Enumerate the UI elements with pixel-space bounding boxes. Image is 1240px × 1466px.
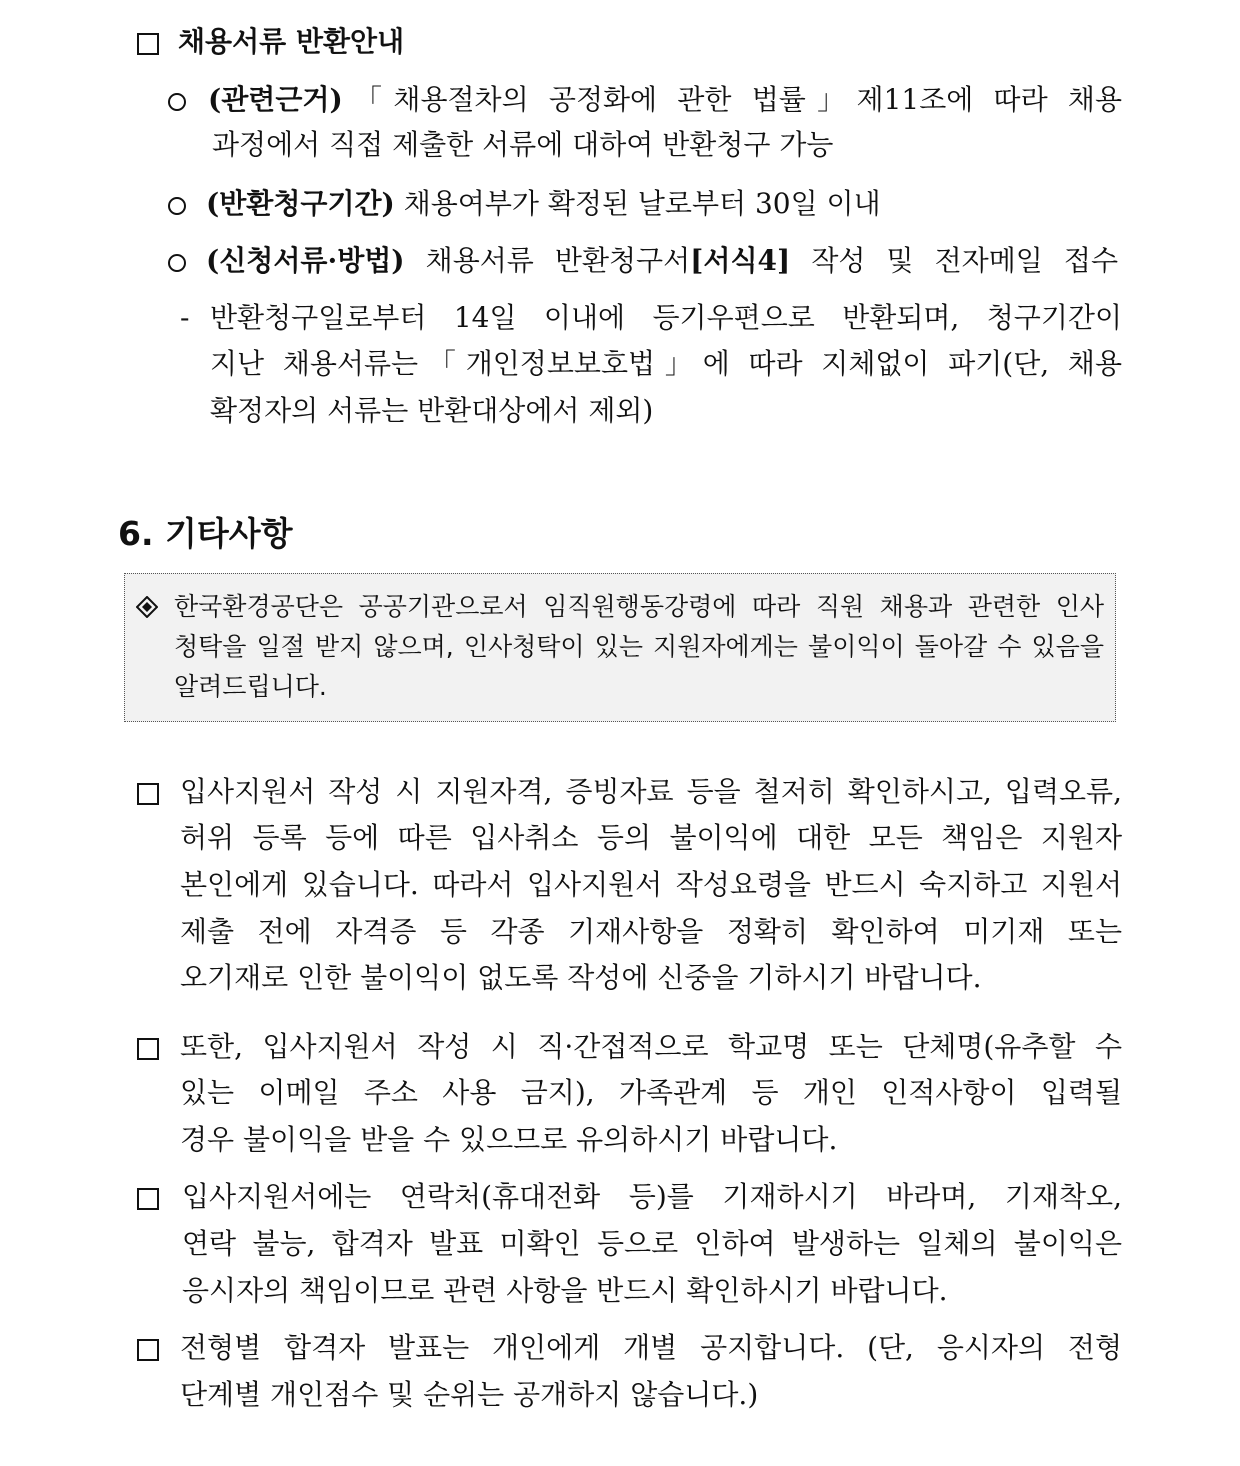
notice-line-2: 청탁을 일절 받지 않으며, 인사청탁이 있는 지원자에게는 불이익이 돌아갈 수 있음을 bbox=[174, 632, 1104, 661]
section-title: 6. 기타사항 bbox=[118, 514, 293, 553]
dash-marker: - bbox=[180, 301, 190, 334]
item-2-line-2: 있는 이메일 주소 사용 금지), 가족관계 등 개인 인적사항이 입력될 bbox=[180, 1076, 1122, 1109]
item-2-line-3: 경우 불이익을 받을 수 있으므로 유의하시기 바랍니다. bbox=[180, 1123, 838, 1156]
return-heading: 채용서류 반환안내 bbox=[178, 25, 405, 58]
notice-line-1: 한국환경공단은 공공기관으로서 임직원행동강령에 따라 직원 채용과 관련한 인사 bbox=[174, 592, 1104, 621]
circle-bullet-icon bbox=[168, 93, 186, 111]
basis-line-2: 과정에서 직접 제출한 서류에 대하여 반환청구 가능 bbox=[212, 128, 834, 161]
item-3-line-1: 입사지원서에는 연락처(휴대전화 등)를 기재하시기 바라며, 기재착오, bbox=[182, 1180, 1122, 1213]
checkbox-square-icon bbox=[137, 783, 159, 805]
item-2-line-1: 또한, 입사지원서 작성 시 직·간접적으로 학교명 또는 단체명(유추할 수 bbox=[180, 1030, 1122, 1063]
item-4-line-2: 단계별 개인점수 및 순위는 공개하지 않습니다.) bbox=[180, 1378, 759, 1411]
note-line-2: 지난 채용서류는「개인정보보호법」에 따라 지체없이 파기(단, 채용 bbox=[210, 347, 1122, 380]
note-line-1: 반환청구일로부터 14일 이내에 등기우편으로 반환되며, 청구기간이 bbox=[210, 301, 1122, 334]
diamond-bullet-icon bbox=[136, 596, 158, 618]
circle-bullet-icon bbox=[168, 254, 186, 272]
note-line-3: 확정자의 서류는 반환대상에서 제외) bbox=[210, 394, 654, 427]
item-1-line-2: 허위 등록 등에 따른 입사취소 등의 불이익에 대한 모든 책임은 지원자 bbox=[180, 821, 1122, 854]
checkbox-square-icon bbox=[137, 1188, 159, 1210]
basis-line-1: (관련근거)「채용절차의 공정화에 관한 법률」제11조에 따라 채용 bbox=[208, 83, 1122, 116]
circle-bullet-icon bbox=[168, 197, 186, 215]
checkbox-square-icon bbox=[137, 1038, 159, 1060]
item-1-line-4: 제출 전에 자격증 등 각종 기재사항을 정확히 확인하여 미기재 또는 bbox=[180, 915, 1122, 948]
notice-line-3: 알려드립니다. bbox=[174, 672, 327, 701]
method-line: (신청서류·방법) 채용서류 반환청구서[서식4] 작성 및 전자메일 접수 bbox=[206, 244, 1119, 277]
item-3-line-3: 응시자의 책임이므로 관련 사항을 반드시 확인하시기 바랍니다. bbox=[182, 1274, 948, 1307]
item-1-line-1: 입사지원서 작성 시 지원자격, 증빙자료 등을 철저히 확인하시고, 입력오류, bbox=[180, 775, 1122, 808]
checkbox-square-icon bbox=[137, 33, 159, 55]
checkbox-square-icon bbox=[137, 1339, 159, 1361]
item-1-line-5: 오기재로 인한 불이익이 없도록 작성에 신중을 기하시기 바랍니다. bbox=[180, 961, 982, 994]
period-line: (반환청구기간) 채용여부가 확정된 날로부터 30일 이내 bbox=[206, 187, 881, 220]
item-3-line-2: 연락 불능, 합격자 발표 미확인 등으로 인하여 발생하는 일체의 불이익은 bbox=[182, 1227, 1122, 1260]
item-4-line-1: 전형별 합격자 발표는 개인에게 개별 공지합니다. (단, 응시자의 전형 bbox=[180, 1331, 1122, 1364]
item-1-line-3: 본인에게 있습니다. 따라서 입사지원서 작성요령을 반드시 숙지하고 지원서 bbox=[180, 868, 1122, 901]
